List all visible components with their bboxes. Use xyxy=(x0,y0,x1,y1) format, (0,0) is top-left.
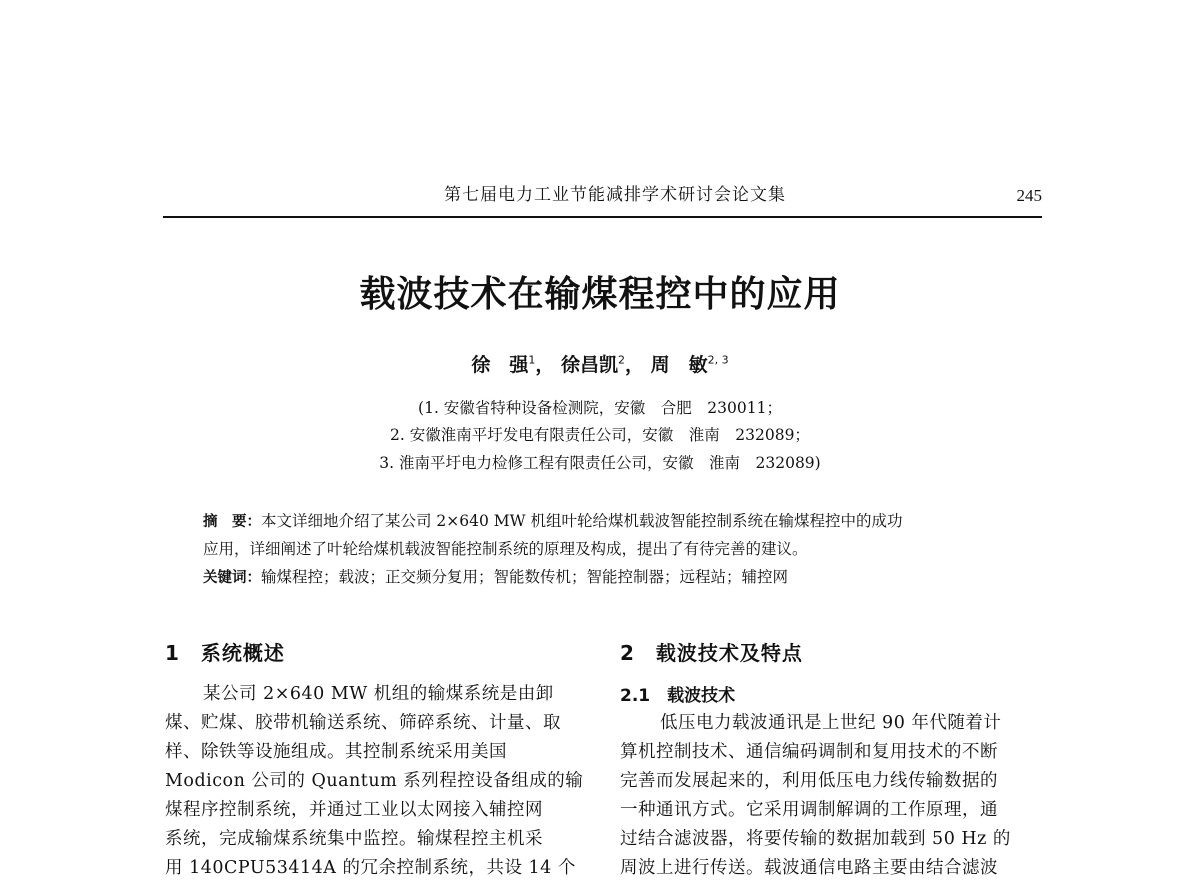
author-affil-mark: 1 xyxy=(528,353,536,367)
affiliation-line: (1. 安徽省特种设备检测院，安徽 合肥 230011； xyxy=(418,399,782,417)
section-heading: 2 载波技术及特点 xyxy=(620,641,803,665)
body-text-line: 煤程序控制系统，并通过工业以太网接入辅控网 xyxy=(165,800,543,820)
author-name: 徐 强 xyxy=(471,354,529,376)
proceedings-title: 第七届电力工业节能减排学术研讨会论文集 xyxy=(444,185,786,205)
body-text-line: 完善而发展起来的，利用低压电力线传输数据的 xyxy=(620,771,998,791)
keywords-label: 关键词： xyxy=(203,570,261,586)
abstract-label: 摘 要： xyxy=(203,514,261,530)
section-heading: 1 系统概述 xyxy=(165,641,285,665)
page-number: 245 xyxy=(1016,186,1042,205)
body-text-line: 周波上进行传送。载波通信电路主要由结合滤波 xyxy=(620,858,998,878)
body-text-line: 一种通讯方式。它采用调制解调的工作原理，通 xyxy=(620,800,998,820)
body-text-line: Modicon 公司的 Quantum 系列程控设备组成的输 xyxy=(165,771,584,791)
author-name: 周 敏 xyxy=(650,354,708,376)
author-affil-mark: 2, 3 xyxy=(707,353,729,367)
body-text-line: 过结合滤波器，将要传输的数据加载到 50 Hz 的 xyxy=(620,829,1011,849)
author-affil-mark: 2 xyxy=(618,353,625,367)
paper-title: 载波技术在输煤程控中的应用 xyxy=(359,274,841,315)
abstract-line xyxy=(203,509,1043,531)
body-text-line: 样、除铁等设施组成。其控制系统采用美国 xyxy=(165,742,507,762)
body-text-line: 系统，完成输煤系统集中监控。输煤程控主机采 xyxy=(165,829,543,849)
body-text-line: 煤、贮煤、胶带机输送系统、筛碎系统、计量、取 xyxy=(165,713,561,733)
author-list: 徐 强$^1$， 徐昌凯$^2$， 周 敏$^{2, 3}$ xyxy=(471,353,729,376)
keywords-text: 输煤程控；载波；正交频分复用；智能数传机；智能控制器；远程站；辅控网 xyxy=(261,568,789,586)
keywords-line xyxy=(203,565,1043,587)
affiliation-line: 3. 淮南平圩电力检修工程有限责任公司，安徽 淮南 232089) xyxy=(379,454,821,472)
subsection-heading: 2.1 载波技术 xyxy=(620,686,736,706)
body-text-line: 用 140CPU53414A 的冗余控制系统，共设 14 个 xyxy=(165,858,576,878)
header-rule xyxy=(163,216,1042,218)
body-text-line: 低压电力载波通讯是上世纪 90 年代随着计 xyxy=(660,713,1002,733)
body-text-line: 某公司 2×640 MW 机组的输煤系统是由卸 xyxy=(203,684,554,704)
body-text-line: 算机控制技术、通信编码调制和复用技术的不断 xyxy=(620,742,998,762)
author-name: 徐昌凯 xyxy=(560,354,618,376)
affiliation-line: 2. 安徽淮南平圩发电有限责任公司，安徽 淮南 232089； xyxy=(390,426,810,444)
abstract-line: 应用，详细阐述了叶轮给煤机载波智能控制系统的原理及构成，提出了有待完善的建议。 xyxy=(203,540,808,558)
abstract-text: 本文详细地介绍了某公司 2×640 MW 机组叶轮给煤机载波智能控制系统在输煤程控中的成功 xyxy=(261,512,903,530)
